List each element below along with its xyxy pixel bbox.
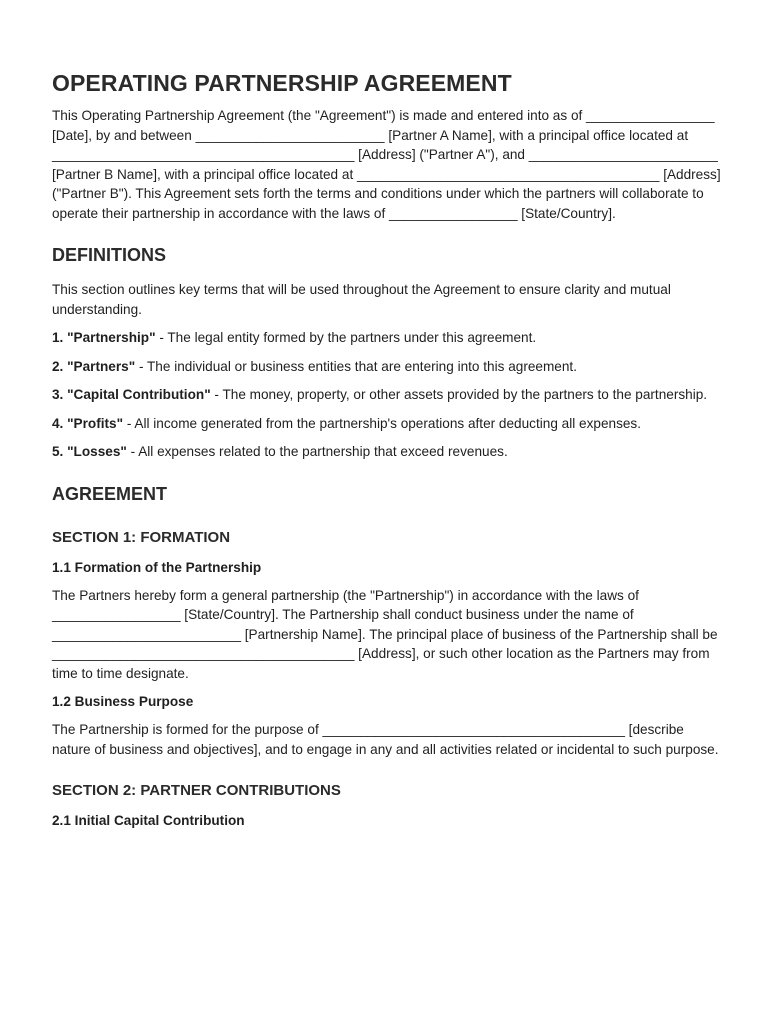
section-2-heading: SECTION 2: PARTNER CONTRIBUTIONS [52,782,341,799]
definition-text: - All income generated from the partnership's operations after deducting all expenses. [123,415,642,431]
section-1-heading: SECTION 1: FORMATION [52,528,231,546]
definition-term: 5. "Losses" [52,444,127,459]
definition-text: - The individual or business entities that are entering into this agreement. [135,358,577,374]
definition-term: 4. "Profits" [52,415,124,431]
agreement-heading: AGREEMENT [52,483,168,504]
definition-item [52,414,724,434]
intro-paragraph: This Operating Partnership Agreement (the "Agreement") is made and entered into as of _________________ [Date], by and between _________________________ [Partner A Name], with a principal office located at ________________________________________ [Address] ("Partner A"), and _________________________ [Partner B Name], with a principal office located at ________________________________________ [Address] ("Partner B"). This Agreement sets forth the terms and conditions under which the partners will collaborate to operate their partnership in accordance with the laws of _________________ [State/Country]. [52,108,721,221]
definitions-heading: DEFINITIONS [52,245,167,265]
section-1-2-text: The Partnership is formed for the purpose of ________________________________________ [describe nature of business and objectives], and to engage in any and all activities related or incidental to such purpose. [52,722,719,757]
definitions-intro: This section outlines key terms that will be used throughout the Agreement to ensure clarity and mutual understanding. [52,282,671,317]
document-page [52,70,724,828]
definition-term: 1. "Partnership" [52,330,156,345]
definition-item [52,385,724,405]
section-1-1-text: The Partners hereby form a general partnership (the "Partnership") in accordance with the laws of _________________ [State/Country]. The Partnership shall conduct business under the name of _________________________ [Partnership Name]. The principal place of business of the Partnership shall be ________________________________________ [Address], or such other location as the Partners may from time to time designate. [52,587,718,681]
section-1-1-heading: 1.1 Formation of the Partnership [52,559,262,575]
definition-term: 3. "Capital Contribution" [52,387,211,402]
definition-item [52,442,724,462]
definition-item [52,357,724,377]
section-2-1-heading: 2.1 Initial Capital Contribution [52,813,245,828]
definition-term: 2. "Partners" [52,358,136,374]
section-1-2-heading: 1.2 Business Purpose [52,694,194,709]
definition-text: - The legal entity formed by the partners under this agreement. [155,330,537,345]
document-title: OPERATING PARTNERSHIP AGREEMENT [52,70,512,96]
definition-text: - All expenses related to the partnership that exceed revenues. [126,444,508,459]
definition-text: - The money, property, or other assets provided by the partners to the partnership. [210,387,708,402]
definition-item [52,328,724,348]
